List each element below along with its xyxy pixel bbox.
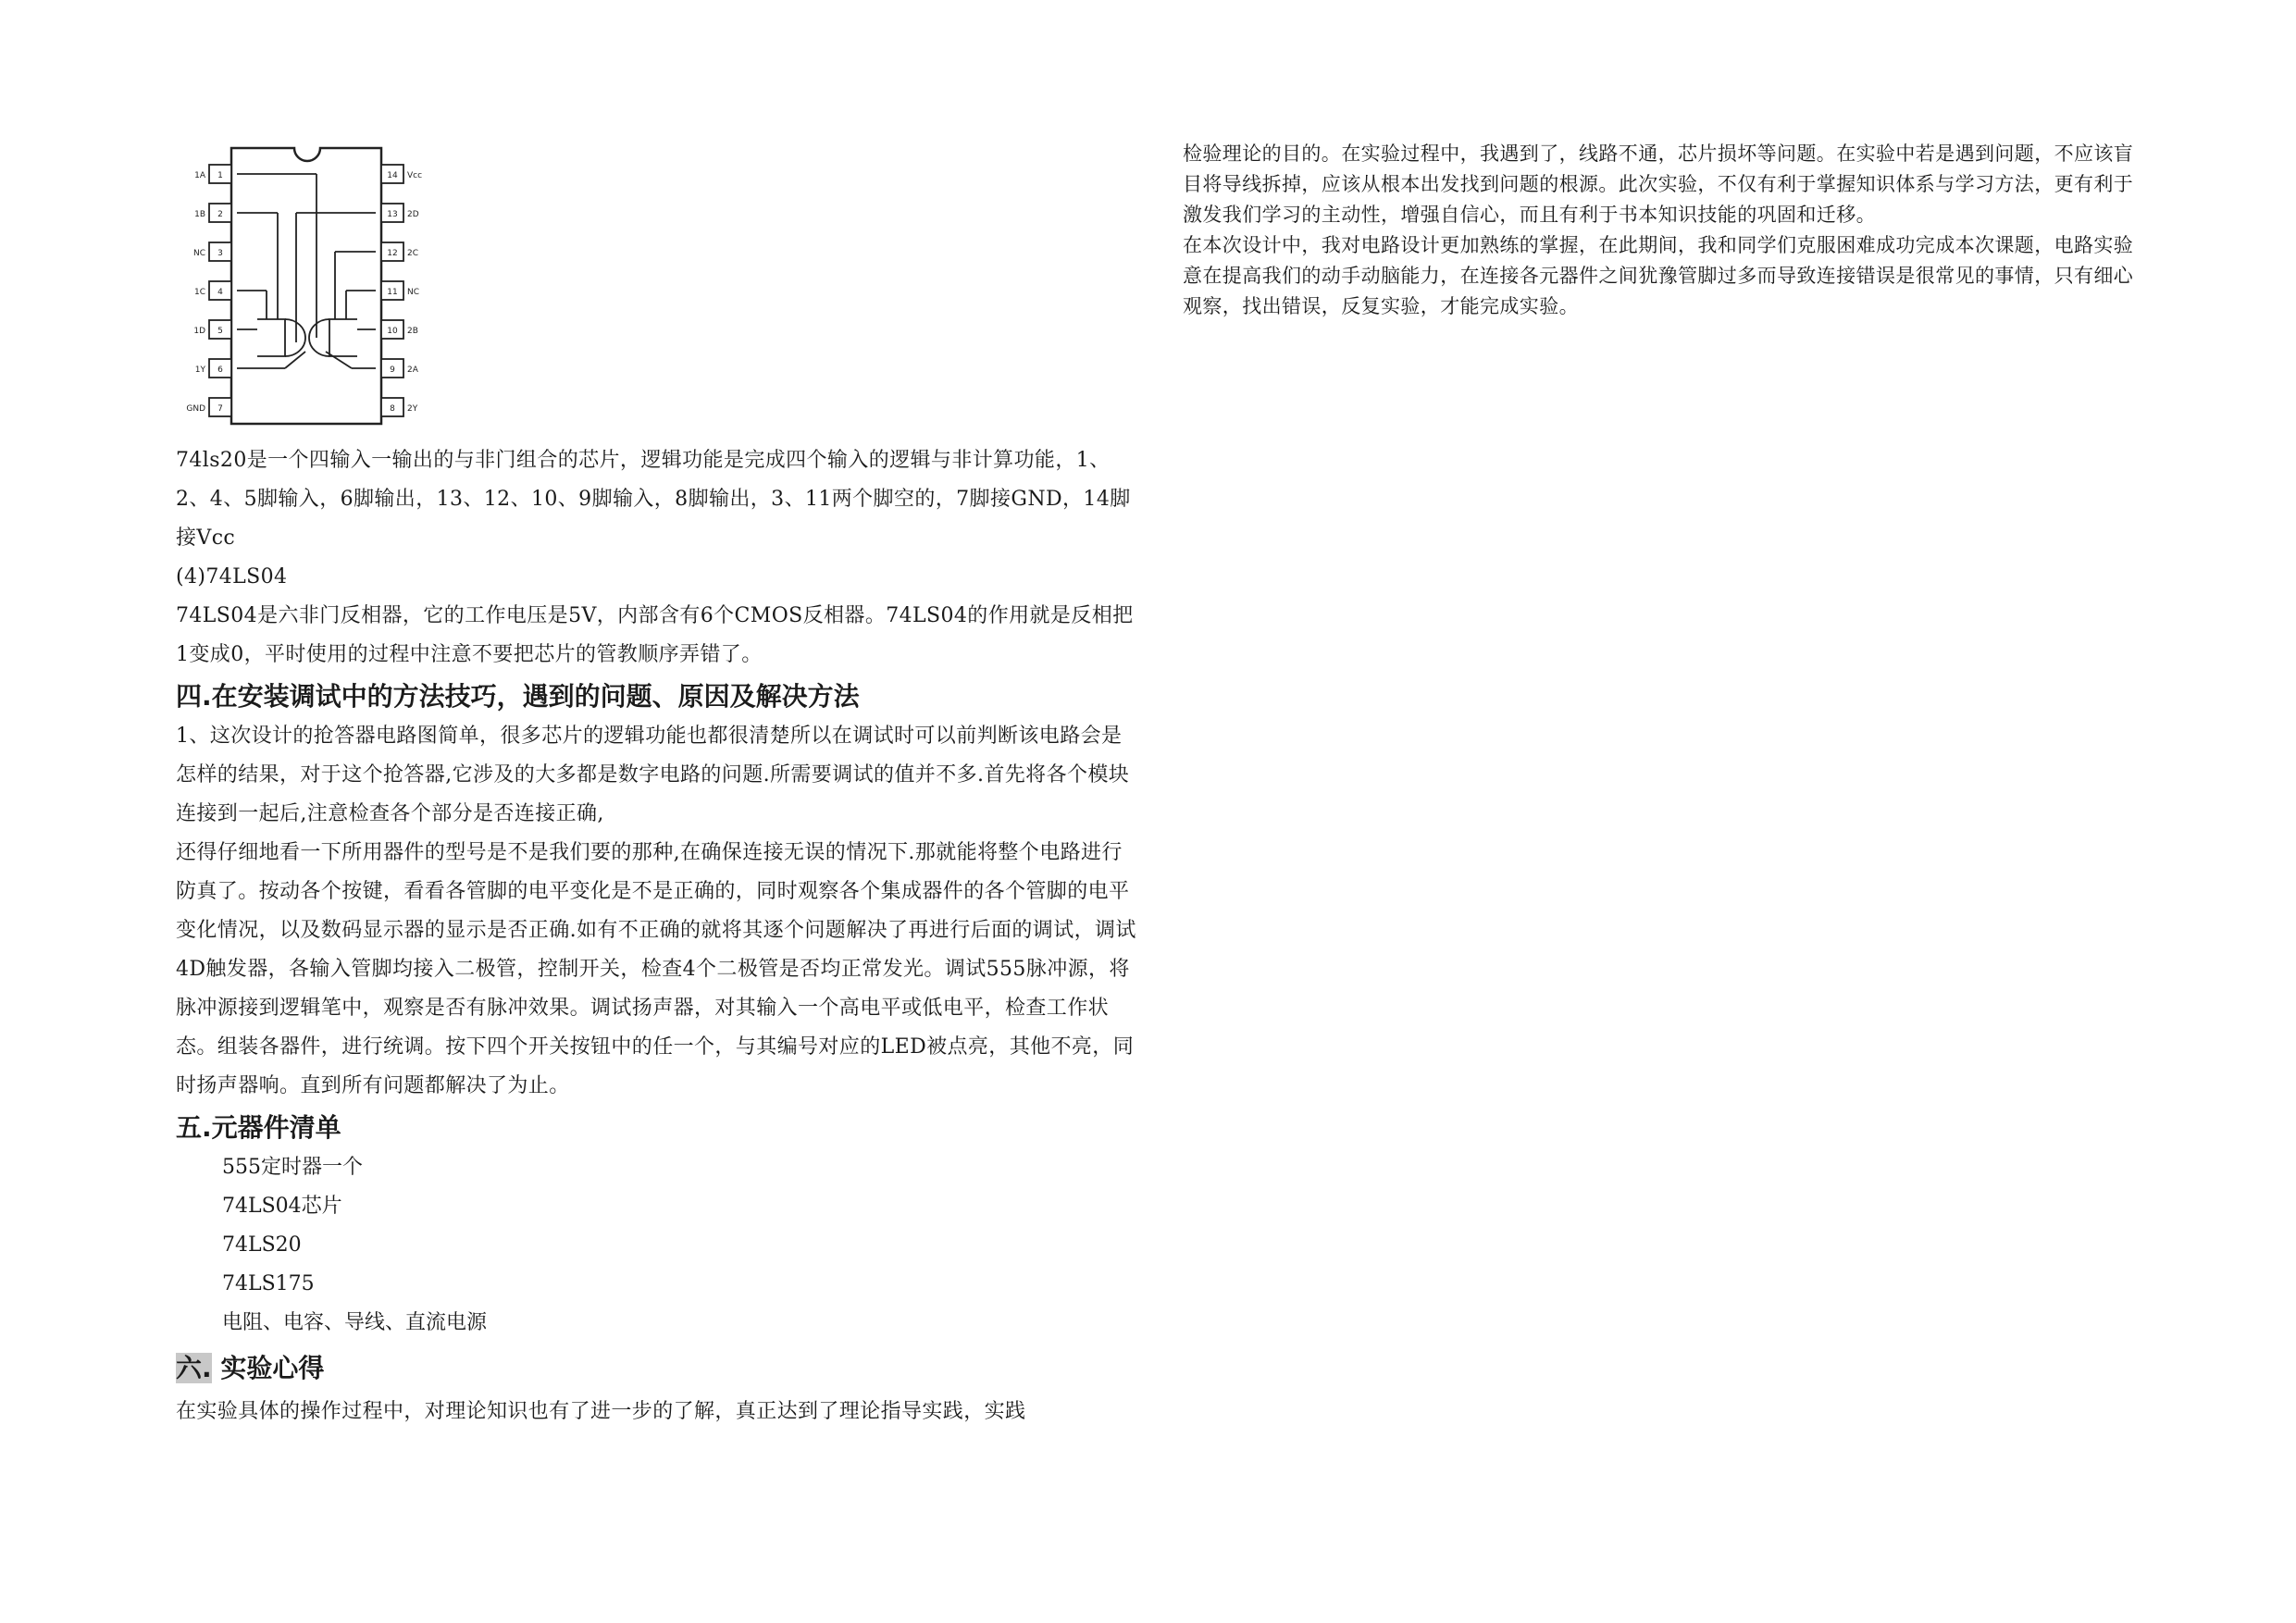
chip-description-74ls04: 74LS04是六非门反相器，它的工作电压是5V，内部含有6个CMOS反相器。74LS04的作用就是反相把1变成0，平时使用的过程中注意不要把芯片的管教顺序弄错了。 bbox=[176, 604, 1134, 666]
chip-pin-number: 11 bbox=[387, 288, 398, 297]
chip-pin-number: 4 bbox=[217, 288, 223, 297]
chip-pin-number: 8 bbox=[390, 404, 395, 414]
chip-pin-number: 12 bbox=[387, 249, 398, 258]
section-heading-5: 五.元器件清单 bbox=[176, 1112, 341, 1143]
right-column bbox=[1183, 139, 2145, 322]
chip-description-74ls20: 74ls20是一个四输入一输出的与非门组合的芯片，逻辑功能是完成四个输入的逻辑与非计算功能，1、2、4、5脚输入，6脚输出，13、12、10、9脚输入，8脚输出，3、11两个脚空的，7脚接GND，14脚接Vcc bbox=[176, 449, 1131, 550]
chip-pin-label: NC bbox=[192, 249, 205, 258]
chip-pin-label: 1A bbox=[194, 171, 205, 180]
component-item: 74LS175 bbox=[222, 1272, 315, 1295]
chip-pin-number: 14 bbox=[387, 171, 398, 180]
component-item: 74LS20 bbox=[222, 1233, 302, 1257]
chip-pin-number: 1 bbox=[217, 171, 223, 180]
component-item: 电阻、电容、导线、直流电源 bbox=[222, 1311, 488, 1334]
chip-pin-number: 13 bbox=[387, 210, 398, 219]
component-item: 555定时器一个 bbox=[222, 1156, 363, 1179]
section-heading-4: 四.在安装调试中的方法技巧，遇到的问题、原因及解决方法 bbox=[176, 681, 860, 712]
debugging-paragraph-2: 还得仔细地看一下所用器件的型号是不是我们要的那种,在确保连接无误的情况下.那就能将整个电路进行防真了。按动各个按键，看看各管脚的电平变化是不是正确的，同时观察各个集成器件的各个管脚的电平变化情况，以及数码显示器的显示是否正确.如有不正确的就将其逐个问题解决了再进行后面的调试，调试4D触发器，各输入管脚均接入二极管，控制开关，检查4个二极管是否均正常发光。调试555脉冲源，将脉冲源接到逻辑笔中，观察是否有脉冲效果。调试扬声器，对其输入一个高电平或低电平，检查工作状态。组装各器件，进行统调。按下四个开关按钮中的任一个，与其编号对应的LED被点亮，其他不亮，同时扬声器响。直到所有问题都解决了为止。 bbox=[176, 841, 1136, 1097]
chip-pin bbox=[193, 242, 231, 261]
chip-pin-label: 1B bbox=[194, 210, 205, 219]
chip-pin-label: 1Y bbox=[194, 365, 205, 375]
chip-pin-number: 7 bbox=[217, 404, 223, 414]
chip-pin-label: 2D bbox=[407, 210, 419, 219]
chip-pin-label: 1D bbox=[193, 327, 205, 336]
debugging-paragraph-1: 1、这次设计的抢答器电路图简单，很多芯片的逻辑功能也都很清楚所以在调试时可以前判断该电路会是怎样的结果，对于这个抢答器,它涉及的大多都是数字电路的问题.所需要调试的值并不多.首先将各个模块连接到一起后,注意检查各个部分是否连接正确, bbox=[176, 725, 1130, 825]
chip-pin bbox=[381, 165, 422, 183]
chip-pin bbox=[381, 204, 419, 222]
chip-pin bbox=[381, 281, 419, 300]
subheading-74ls04: (4)74LS04 bbox=[176, 565, 288, 588]
chip-pin bbox=[194, 204, 231, 222]
chip-pin-label: 2A bbox=[407, 365, 418, 375]
section-heading-6-text: 实验心得 bbox=[211, 1353, 325, 1383]
component-list bbox=[176, 1148, 1138, 1343]
chip-pin-label: 2C bbox=[407, 249, 419, 258]
left-column bbox=[176, 130, 1138, 1431]
chip-pin-number: 9 bbox=[390, 365, 395, 375]
chip-pin-label: Vcc bbox=[407, 171, 423, 180]
chip-pin bbox=[381, 320, 418, 339]
chip-pin-number: 2 bbox=[217, 210, 223, 219]
chip-pin-label: NC bbox=[407, 288, 420, 297]
chip-pin-number: 6 bbox=[217, 365, 223, 375]
chip-diagram bbox=[176, 130, 444, 440]
design-summary-paragraph: 在本次设计中，我对电路设计更加熟练的掌握，在此期间，我和同学们克服困难成功完成本次课题，电路实验意在提高我们的动手动脑能力，在连接各元器件之间犹豫管脚过多而导致连接错误是很常见的事情，只有细心观察，找出错误，反复实验，才能完成实验。 bbox=[1183, 234, 2134, 317]
component-item: 74LS04芯片 bbox=[222, 1195, 342, 1218]
chip-pin bbox=[194, 281, 231, 300]
chip-pin bbox=[381, 359, 419, 378]
section-heading-6 bbox=[176, 1348, 1138, 1389]
chip-pin-label: 2Y bbox=[407, 404, 418, 414]
chip-pin bbox=[186, 398, 231, 416]
chip-pin-label: GND bbox=[186, 404, 205, 414]
chip-pin-number: 5 bbox=[217, 327, 223, 336]
chip-pin-label: 2B bbox=[407, 327, 418, 336]
experience-continued-paragraph: 检验理论的目的。在实验过程中，我遇到了，线路不通，芯片损坏等问题。在实验中若是遇到问题，不应该盲目将导线拆掉，应该从根本出发找到问题的根源。此次实验，不仅有利于掌握知识体系与学习方法，更有利于激发我们学习的主动性，增强自信心，而且有利于书本知识技能的巩固和迁移。 bbox=[1183, 142, 2134, 226]
chip-pin-number: 3 bbox=[217, 249, 223, 258]
experience-paragraph: 在实验具体的操作过程中，对理论知识也有了进一步的了解，真正达到了理论指导实践，实践 bbox=[176, 1400, 1026, 1423]
chip-pin-number: 10 bbox=[387, 327, 398, 336]
chip-pin-label: 1C bbox=[193, 288, 205, 297]
chip-pin bbox=[195, 359, 231, 378]
chip-pinout-figure bbox=[176, 130, 444, 440]
section-heading-6-number: 六. bbox=[176, 1353, 212, 1383]
chip-pin bbox=[194, 165, 231, 183]
chip-pin bbox=[381, 398, 418, 416]
chip-pin bbox=[193, 320, 231, 339]
chip-pin bbox=[381, 242, 418, 261]
